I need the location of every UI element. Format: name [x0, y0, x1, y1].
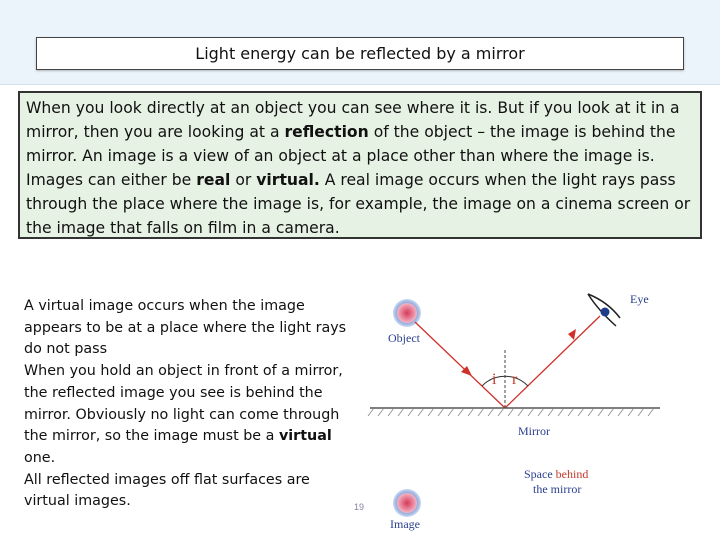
image-ball [393, 489, 421, 517]
eye-label: Eye [630, 292, 649, 306]
reflected-ray [505, 316, 600, 408]
virtual-para-2-b: one. [24, 449, 56, 466]
mirror [368, 408, 660, 416]
slide-title: Light energy can be reflected by a mirror [195, 44, 525, 63]
virtual-para-3: All reflected images off flat surfaces are virtual images. [24, 471, 310, 510]
intro-part-1: When you look directly at an object you can see where it is. But if you look at it in a mirror, then you are looking at a [26, 99, 680, 141]
virtual-para-2-bold: virtual [278, 428, 332, 445]
space-text-1: Space [524, 467, 556, 481]
incident-ray [415, 322, 505, 408]
intro-part-4: A real image occurs when the light rays pass through the place where the image is, for example, the image on a cinema screen or the image that falls on film in a camera. [26, 171, 691, 237]
space-behind-label-2: the mirror [533, 482, 582, 496]
virtual-para-2 [24, 361, 354, 470]
virtual-para-2-a: When you hold an object in front of a mirror, the reflected image you see is behind the mirror. Obviously no light can come through the mirror, so the image must be a [24, 363, 343, 445]
intro-bold-real: real [196, 171, 231, 189]
object-label: Object [388, 331, 420, 345]
virtual-image-text [24, 296, 354, 513]
image-label: Image [390, 517, 420, 531]
intro-bold-virtual: virtual. [256, 171, 320, 189]
space-behind-label [524, 467, 588, 481]
virtual-para-1: A virtual image occurs when the image appears to be at a place where the light rays do not pass [24, 298, 347, 358]
angle-r-label: r [512, 371, 518, 388]
intro-text-box [18, 91, 702, 239]
reflection-diagram [360, 280, 660, 536]
object-ball [393, 299, 421, 327]
title-box [36, 37, 684, 70]
eye-icon [588, 294, 620, 326]
intro-part-2: of the object – the image is behind the mirror. An image is a view of an object at a place other than where the image is. Images can either be [26, 123, 676, 189]
space-text-behind: behind [555, 467, 589, 481]
slide-number: 19 [354, 502, 365, 512]
angle-i-label: i [492, 371, 497, 388]
mirror-label: Mirror [518, 424, 550, 438]
intro-part-3: or [230, 171, 257, 189]
intro-bold-reflection: reflection [284, 123, 369, 141]
